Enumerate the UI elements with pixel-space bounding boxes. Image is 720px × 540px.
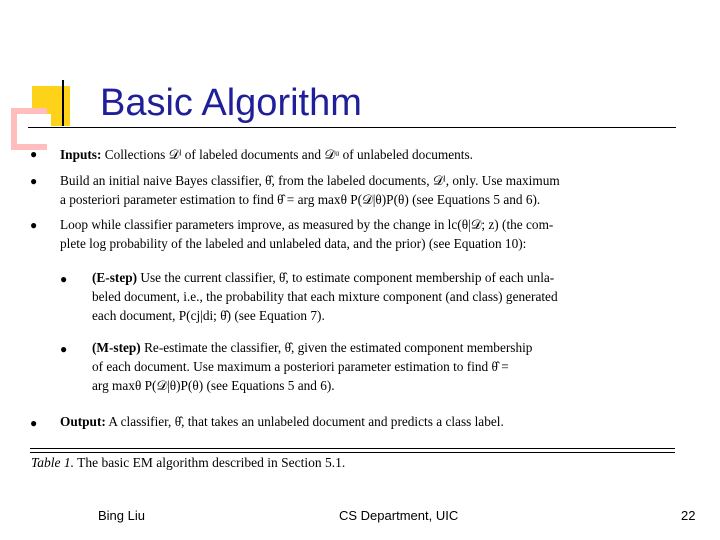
list-item: [60, 145, 473, 164]
item-text: A classifier, θ̂, that takes an unlabeled document and predicts a class label.: [108, 414, 504, 429]
table-rule: [30, 448, 675, 449]
bullet-icon: ●: [30, 218, 38, 232]
bullet-icon: ●: [60, 272, 68, 286]
item-text-line: a posteriori parameter estimation to find θ̂ = arg maxθ P(𝒟|θ)P(θ) (see Equations 5 and 6).: [60, 192, 541, 207]
item-lead: (E-step): [92, 270, 138, 285]
list-item: [60, 412, 504, 431]
slide-title: Basic Algorithm: [100, 82, 362, 124]
caption-text: The basic EM algorithm described in Section 5.1.: [77, 455, 346, 470]
item-lead: Output:: [60, 414, 106, 429]
item-text-line: Re-estimate the classifier, θ̂, given the estimated component membership: [144, 340, 533, 355]
table-rule: [30, 452, 675, 453]
list-item: [60, 215, 553, 253]
item-text-line: beled document, i.e., the probability that each mixture component (and class) generated: [92, 289, 558, 304]
item-text-line: Loop while classifier parameters improve, as measured by the change in lc(θ|𝒟; z) (the com-: [60, 217, 554, 232]
bullet-icon: ●: [30, 174, 38, 188]
item-text-line: of each document. Use maximum a posteriori parameter estimation to find θ̂ =: [92, 359, 509, 374]
item-text: Collections 𝒟ˡ of labeled documents and 𝒟ᵘ of unlabeled documents.: [104, 147, 473, 162]
decor-red-square: [11, 108, 47, 150]
footer-author: Bing Liu: [98, 508, 145, 523]
footer-page-number: 22: [681, 508, 696, 523]
item-text-line: arg maxθ P(𝒟|θ)P(θ) (see Equations 5 and 6).: [92, 378, 335, 393]
bullet-icon: ●: [30, 416, 38, 430]
item-lead: Inputs:: [60, 147, 102, 162]
item-text-line: plete log probability of the labeled and unlabeled data, and the prior) (see Equation 10):: [60, 236, 527, 251]
caption-label: Table 1.: [31, 455, 75, 470]
item-lead: (M-step): [92, 340, 141, 355]
title-rule: [28, 127, 676, 128]
decor-black-bar: [62, 80, 64, 126]
list-item: [92, 338, 677, 395]
list-item: [60, 171, 560, 209]
list-item: [92, 268, 677, 325]
table-caption: [31, 455, 345, 471]
item-text-line: Build an initial naive Bayes classifier, θ̂, from the labeled documents, 𝒟ˡ, only. Use maximum: [60, 173, 560, 188]
item-text-line: Use the current classifier, θ̂, to estimate component membership of each unla-: [140, 270, 555, 285]
bullet-icon: ●: [60, 342, 68, 356]
footer-dept: CS Department, UIC: [339, 508, 459, 523]
item-text-line: each document, P(cj|di; θ̂) (see Equation 7).: [92, 308, 325, 323]
bullet-icon: ●: [30, 147, 38, 161]
